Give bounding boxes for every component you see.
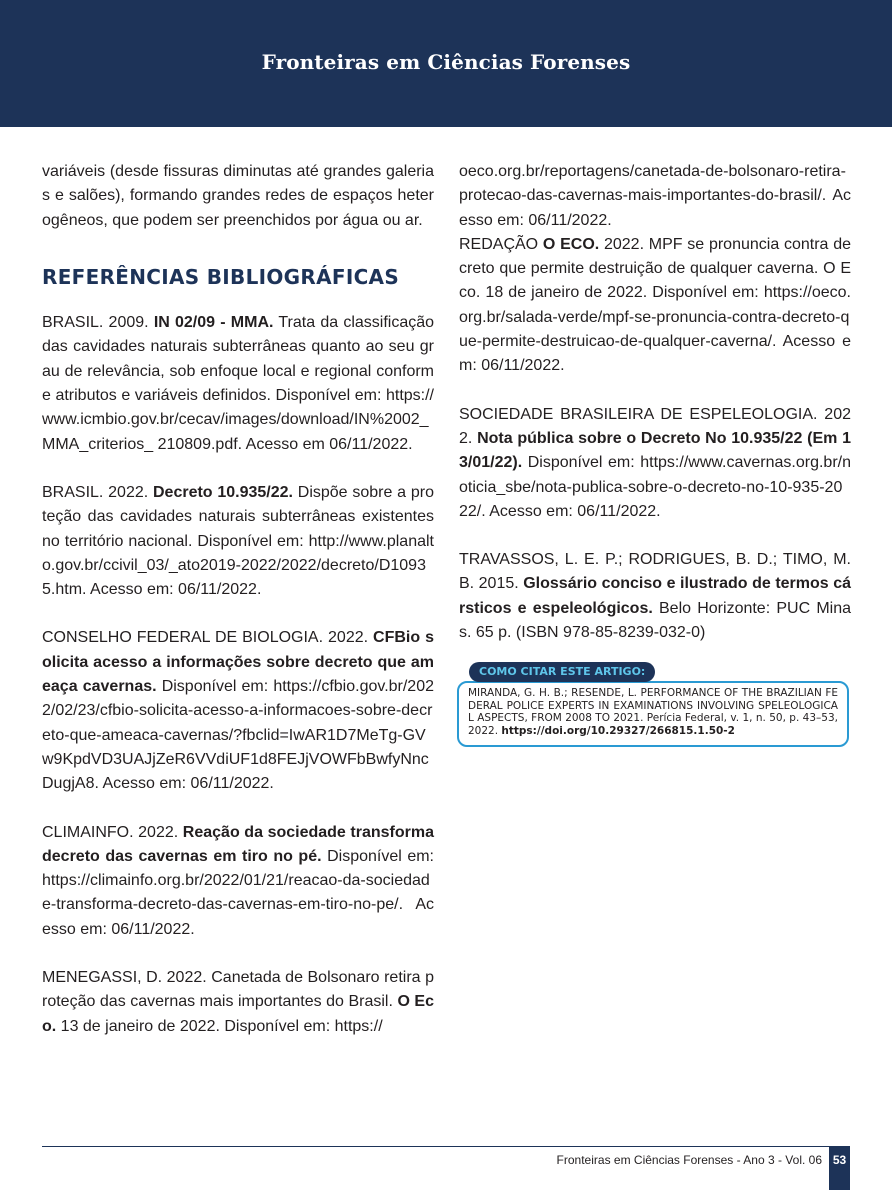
reference-item: TRAVASSOS, L. E. P.; RODRIGUES, B. D.; TIMO, M. B. 2015. Glossário conciso e ilustrado de termos cársticos e espeleológicos. Belo Horizonte: PUC Minas. 65 p. (ISBN 978-85-8239-032-0): [459, 551, 852, 642]
citation-tab-label: COMO CITAR ESTE ARTIGO:: [469, 662, 655, 682]
page-number: 53: [829, 1146, 850, 1190]
left-column: [42, 160, 434, 1039]
reference-item: CONSELHO FEDERAL DE BIOLOGIA. 2022. CFBio solicita acesso a informações sobre decreto que ameaça cavernas. Disponível em: https://cfbio.gov.br/2022/02/23/cfbio-solicita-acesso-a-informacoes-sobre-decreto-que-ameaca-cavernas/?fbclid=IwAR1D7MeTg-GVw9KpdVD3UAJjZeR6VVdiUF1d8FEJjVOWFbBwfyNncDugjA8. Acesso em: 06/11/2022.: [42, 629, 434, 793]
citation-text: MIRANDA, G. H. B.; RESENDE, L. PERFORMANCE OF THE BRAZILIAN FEDERAL POLICE EXPERTS IN EXAMINATIONS INVOLVING SPELEOLOGICAL ASPECTS, FROM 2008 TO 2021. Perícia Federal, v. 1, n. 50, p. 43–53, 2022. https://doi.org/10.29327/266815.1.50-2: [457, 681, 849, 747]
reference-item: BRASIL. 2022. Decreto 10.935/22. Dispõe sobre a proteção das cavidades naturais subterrâneas existentes no território nacional. Disponível em: http://www.planalto.gov.br/ccivil_03/_ato2019-2022/2022/decreto/D10935.htm. Acesso em: 06/11/2022.: [42, 483, 434, 599]
intro-paragraph: variáveis (desde fissuras diminutas até grandes galerias e salões), formando grandes redes de espaços heterogêneos, que podem ser preenchidos por água ou ar.: [42, 163, 434, 229]
reference-item: SOCIEDADE BRASILEIRA DE ESPELEOLOGIA. 2022. Nota pública sobre o Decreto No 10.935/22 (Em 13/01/22). Disponível em: https://www.cavernas.org.br/noticia_sbe/nota-publica-sobre-o-decreto-no-10-935-2022/. Acesso em: 06/11/2022.: [459, 405, 851, 520]
journal-title: Fronteiras em Ciências Forenses: [261, 50, 631, 74]
reference-item: CLIMAINFO. 2022. Reação da sociedade transforma decreto das cavernas em tiro no pé. Disponível em: https://climainfo.org.br/2022/01/21/reacao-da-sociedade-transforma-decreto-das-cavernas-em-tiro-no-pe/. Acesso em: 06/11/2022.: [42, 823, 435, 938]
footer-divider: [42, 1146, 850, 1147]
right-column: [459, 160, 851, 645]
reference-item: MENEGASSI, D. 2022. Canetada de Bolsonaro retira proteção das cavernas mais importantes do Brasil. O Eco. 13 de janeiro de 2022. Disponível em: https://: [42, 969, 435, 1035]
doi-link[interactable]: https://doi.org/10.29327/266815.1.50-2: [501, 724, 735, 737]
reference-item: BRASIL. 2009. IN 02/09 - MMA. Trata da classificação das cavidades naturais subterrâneas quanto ao seu grau de relevância, sob enfoque local e regional conforme atributos e variáveis definidos. Disponível em: https://www.icmbio.gov.br/cecav/images/download/IN%2002_MMA_criterios_ 210809.pdf. Acesso em 06/11/2022.: [42, 314, 435, 453]
reference-item: REDAÇÃO O ECO. 2022. MPF se pronuncia contra decreto que permite destruição de qualquer caverna. O Eco. 18 de janeiro de 2022. Disponível em: https://oeco.org.br/salada-verde/mpf-se-pronuncia-contra-decreto-que-permite-destruicao-de-qualquer-caverna/. Acesso em: 06/11/2022.: [459, 235, 852, 375]
section-heading: REFERÊNCIAS BIBLIOGRÁFICAS: [42, 264, 400, 289]
footer-journal-info: Fronteiras em Ciências Forenses - Ano 3 - Vol. 06: [556, 1153, 822, 1167]
reference-continuation: oeco.org.br/reportagens/canetada-de-bolsonaro-retira-protecao-das-cavernas-mais-importantes-do-brasil/. Acesso em: 06/11/2022.: [459, 163, 851, 229]
page-header-band: [0, 0, 892, 127]
